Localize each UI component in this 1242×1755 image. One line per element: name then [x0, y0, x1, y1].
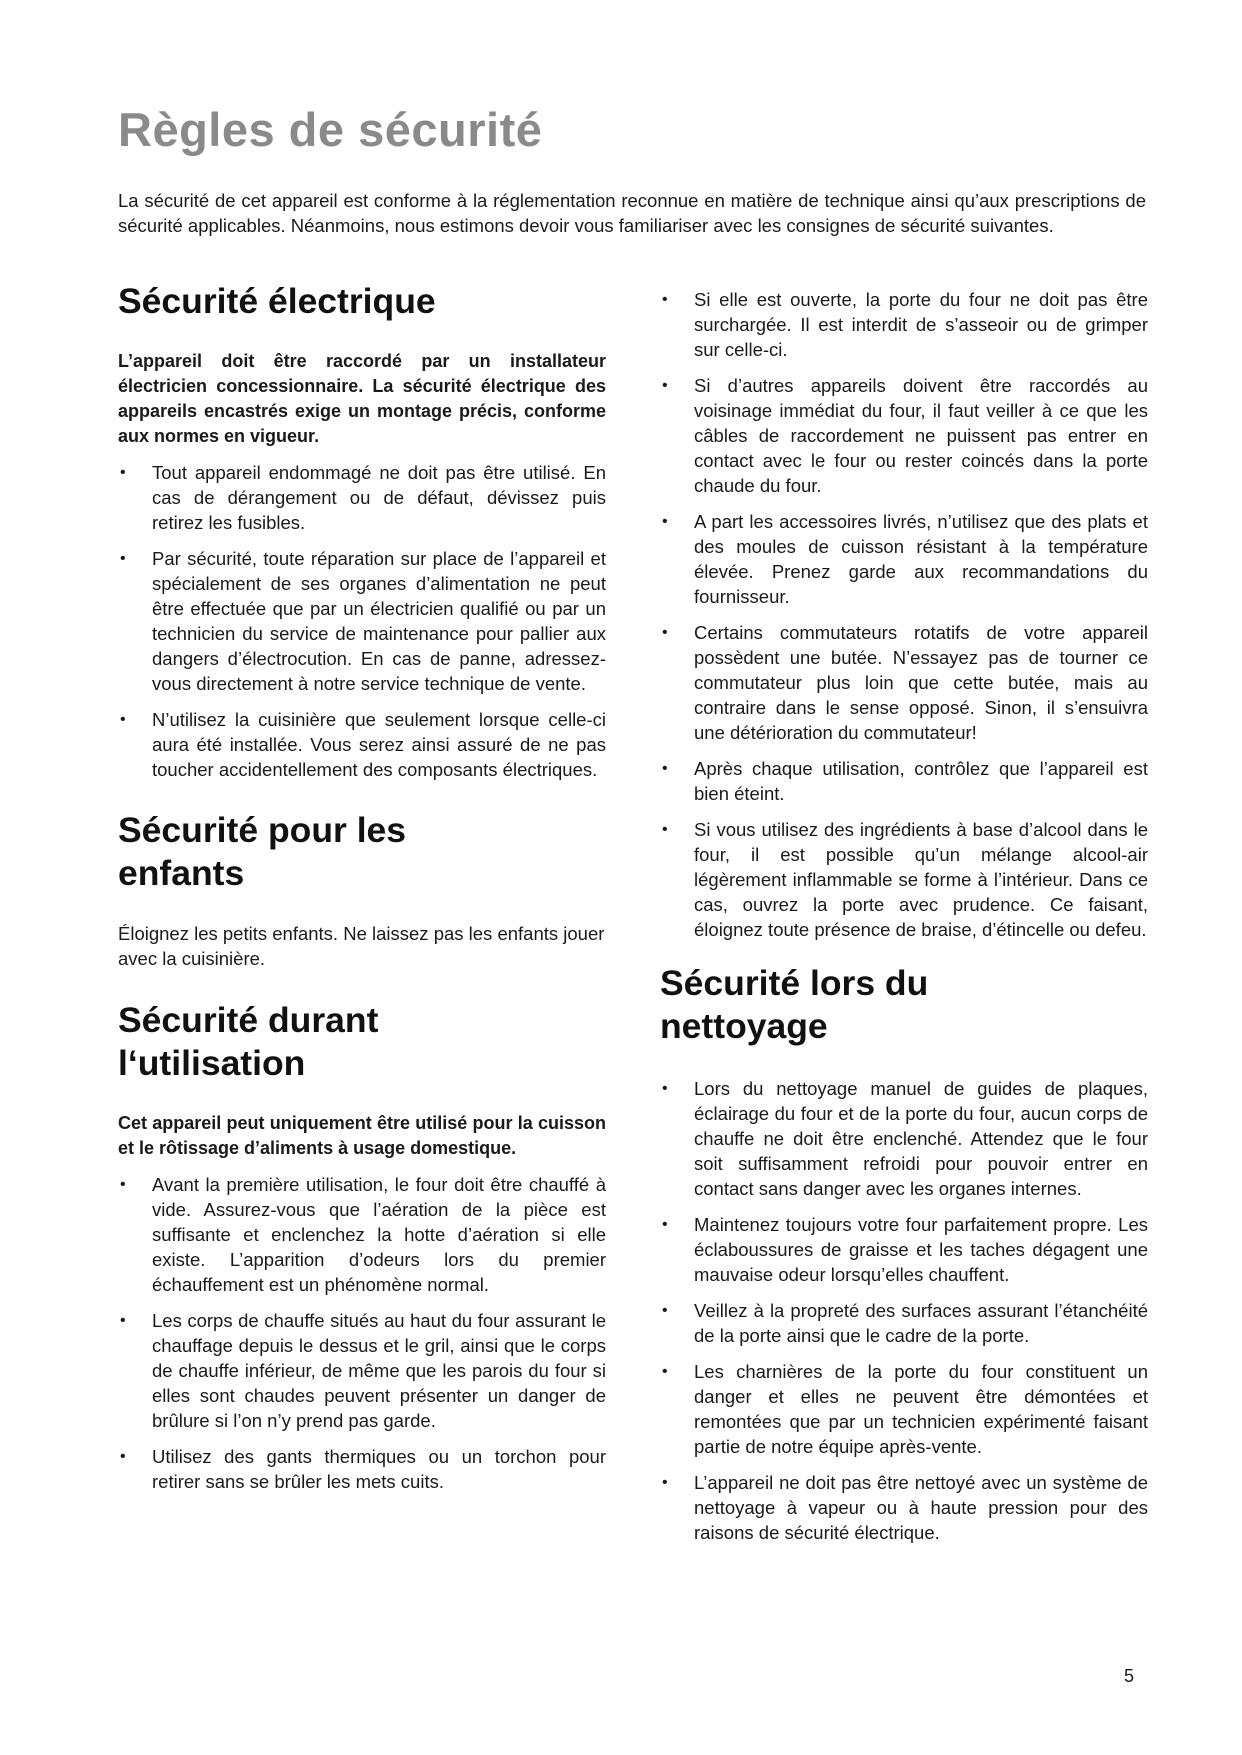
- list-item: • Si vous utilisez des ingrédients à base d’alcool dans le four, il est possible qu’un mélange alcool-air légèrement inflammable se forme à l’intérieur. Dans ce cas, ouvrez la porte avec prudence. Ce faisant, éloignez toute présence de braise, d’étincelle ou defeu.: [660, 817, 1148, 942]
- list-item: • Si d’autres appareils doivent être raccordés au voisinage immédiat du four, il faut veiller à ce que les câbles de raccordement ne puissent pas entrer en contact avec le four ou rester coincés dans la porte chaude du four.: [660, 373, 1148, 498]
- page-number: 5: [1124, 1666, 1135, 1686]
- usage-lead: Cet appareil peut uniquement être utilisé pour la cuisson et le rôtissage d’aliments à usage domestique.: [118, 1113, 606, 1158]
- list-item: • A part les accessoires livrés, n’utilisez que des plats et des moules de cuisson résistant à la température élevée. Prenez garde aux recommandations du fournisseur.: [660, 509, 1148, 609]
- cleaning-list: [660, 1076, 1148, 1545]
- list-item: • Les charnières de la porte du four constituent un danger et elles ne peuvent être démontées et remontées que par un technicien expérimenté faisant partie de notre équipe après-vente.: [660, 1359, 1148, 1459]
- list-item: • Veillez à la propreté des surfaces assurant l’étanchéité de la porte ainsi que le cadre de la porte.: [660, 1298, 1148, 1348]
- section-heading-cleaning: Sécurité lors du nettoyage: [660, 963, 929, 1046]
- list-item: • Avant la première utilisation, le four doit être chauffé à vide. Assurez-vous que l’aération de la pièce est suffisante et enclenchez la hotte d’aération si elle existe. L’apparition d’odeurs lors du premier échauffement est un phénomène normal.: [118, 1172, 606, 1297]
- left-column: [118, 280, 606, 1505]
- usage-list-right: [660, 287, 1148, 942]
- section-heading-electrical: Sécurité électrique: [118, 281, 436, 321]
- list-item: • Par sécurité, toute réparation sur place de l’appareil et spécialement de ses organes d’alimentation ne peut être effectuée que par un électricien qualifié ou par un technicien du service de maintenance pour pallier aux dangers d’électrocution. En cas de panne, adressez-vous directement à notre service technique de vente.: [118, 546, 606, 696]
- list-item: • Les corps de chauffe situés au haut du four assurant le chauffage depuis le dessus et le gril, ainsi que le corps de chauffe inférieur, de même que les parois du four si elles sont chaudes peuvent présenter un danger de brûlure si l’on n’y prend pas garde.: [118, 1308, 606, 1433]
- children-text: Éloignez les petits enfants. Ne laissez pas les enfants jouer avec la cuisinière.: [118, 923, 605, 969]
- list-item: • Si elle est ouverte, la porte du four ne doit pas être surchargée. Il est interdit de s’asseoir ou de grimper sur celle-ci.: [660, 287, 1148, 362]
- list-item: • Lors du nettoyage manuel de guides de plaques, éclairage du four et de la porte du four, aucun corps de chauffe ne doit être enclenché. Attendez que le four soit suffisamment refroidi pour pouvoir entrer en contact sans danger avec les organes internes.: [660, 1076, 1148, 1201]
- list-item: • Utilisez des gants thermiques ou un torchon pour retirer sans se brûler les mets cuits.: [118, 1444, 606, 1494]
- list-item: • N’utilisez la cuisinière que seulement lorsque celle-ci aura été installée. Vous serez ainsi assuré de ne pas toucher accidentellement des composants électriques.: [118, 707, 606, 782]
- section-heading-usage: Sécurité durant l‘utilisation: [118, 1000, 379, 1083]
- list-item: • L’appareil ne doit pas être nettoyé avec un système de nettoyage à vapeur ou à haute pression pour des raisons de sécurité électrique.: [660, 1470, 1148, 1545]
- page-title: Règles de sécurité: [118, 103, 543, 156]
- list-item: • Après chaque utilisation, contrôlez que l’appareil est bien éteint.: [660, 756, 1148, 806]
- list-item: • Certains commutateurs rotatifs de votre appareil possèdent une butée. N’essayez pas de tourner ce commutateur plus loin que cette butée, mais au contraire dans le sense opposé. Sinon, il s’ensuivra une détérioration du commutateur!: [660, 620, 1148, 745]
- list-item: • Maintenez toujours votre four parfaitement propre. Les éclaboussures de graisse et les taches dégagent une mauvaise odeur lorsqu’elles chauffent.: [660, 1212, 1148, 1287]
- electrical-list: [118, 460, 606, 782]
- intro-paragraph: La sécurité de cet appareil est conforme à la réglementation reconnue en matière de technique ainsi qu’aux prescriptions de sécurité applicables. Néanmoins, nous estimons devoir vous familiariser avec les consignes de sécurité suivantes.: [118, 190, 1146, 236]
- right-column: [660, 287, 1148, 1556]
- section-heading-children: Sécurité pour les enfants: [118, 810, 407, 893]
- usage-list-left: [118, 1172, 606, 1494]
- electrical-lead: L’appareil doit être raccordé par un installateur électricien concessionnaire. La sécurité électrique des appareils encastrés exige un montage précis, conforme aux normes en vigueur.: [118, 351, 606, 446]
- list-item: • Tout appareil endommagé ne doit pas être utilisé. En cas de dérangement ou de défaut, dévissez puis retirez les fusibles.: [118, 460, 606, 535]
